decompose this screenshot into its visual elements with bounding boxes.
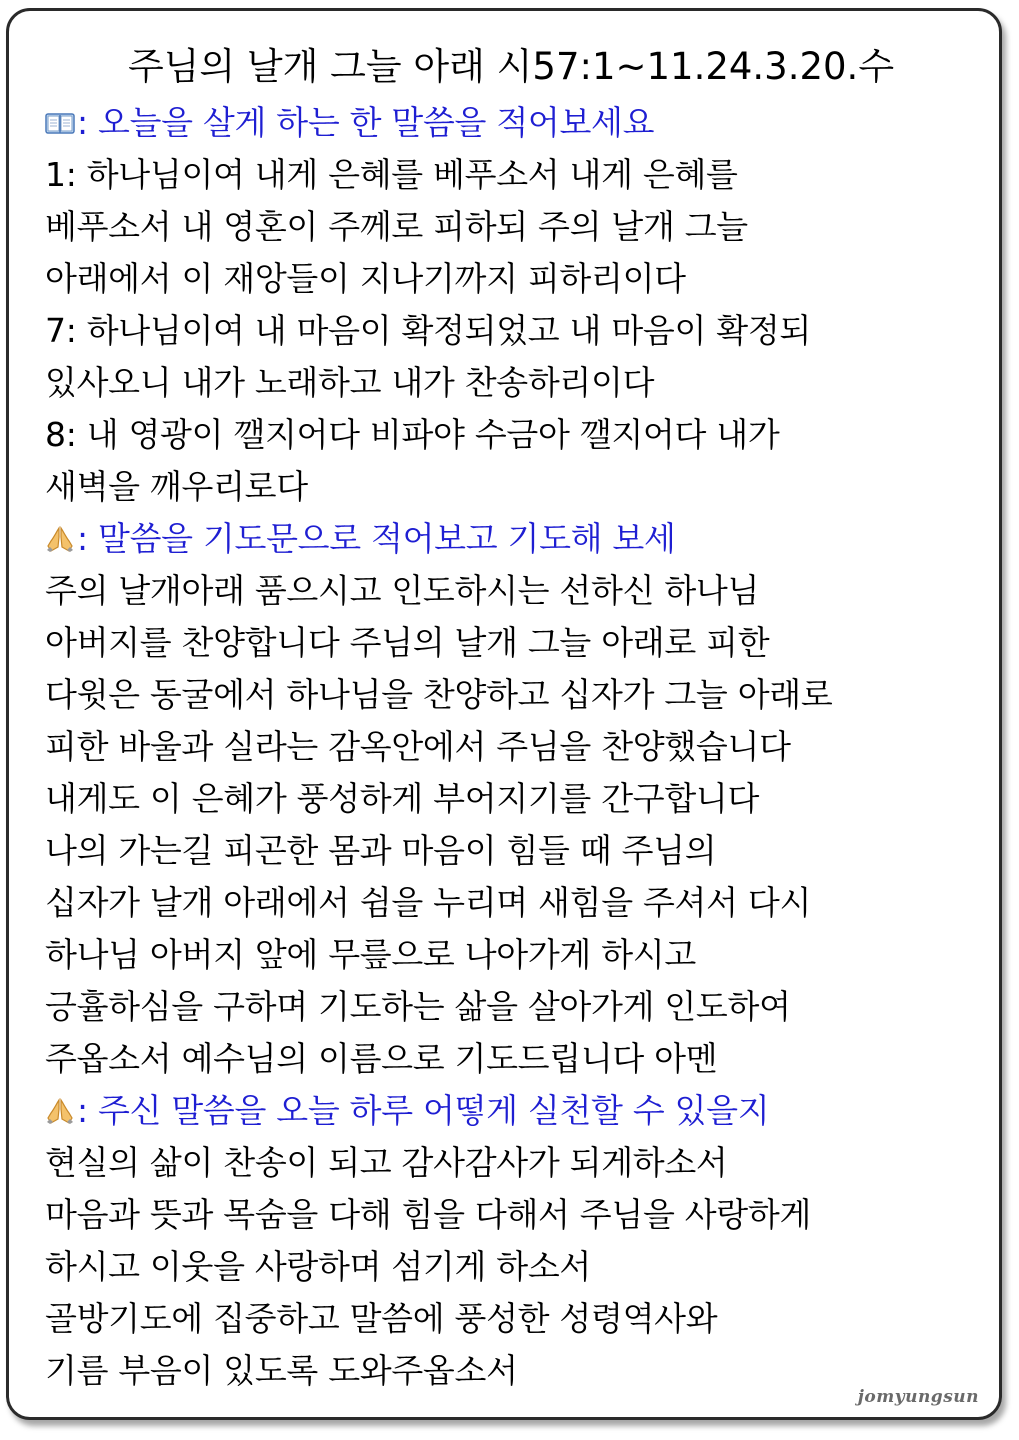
- section-heading-word: [45, 97, 985, 149]
- verse-line: 있사오니 내가 노래하고 내가 찬송하리이다: [45, 363, 655, 402]
- page-title: 주님의 날개 그늘 아래 시57:1~11.24.3.20.수: [127, 45, 895, 88]
- verse-line: 7: 하나님이여 내 마음이 확정되었고 내 마음이 확정되: [45, 311, 811, 350]
- author-watermark: jomyungsun: [857, 1387, 979, 1407]
- note-content: [45, 37, 985, 1397]
- prayer-line: 피한 바울과 실라는 감옥안에서 주님을 찬양했습니다: [45, 727, 791, 766]
- open-book-icon: [45, 109, 75, 137]
- note-card: [6, 8, 1002, 1420]
- prayer-line: 내게도 이 은혜가 풍성하게 부어지기를 간구합니다: [45, 779, 760, 818]
- practice-line: 마음과 뜻과 목숨을 다해 힘을 다해서 주님을 사랑하게: [45, 1195, 812, 1234]
- verse-line: 새벽을 깨우리로다: [45, 467, 308, 506]
- section-heading-text: : 오늘을 살게 하는 한 말씀을 적어보세요: [77, 103, 655, 142]
- verse-line: 1: 하나님이여 내게 은혜를 베푸소서 내게 은혜를: [45, 155, 738, 194]
- prayer-line: 십자가 날개 아래에서 쉼을 누리며 새힘을 주셔서 다시: [45, 883, 812, 922]
- verse-line: 8: 내 영광이 깰지어다 비파야 수금아 깰지어다 내가: [45, 415, 780, 454]
- practice-line: 기름 부음이 있도록 도와주옵소서: [45, 1351, 518, 1390]
- prayer-line: 나의 가는길 피곤한 몸과 마음이 힘들 때 주님의: [45, 831, 717, 870]
- verse-line: 아래에서 이 재앙들이 지나기까지 피하리이다: [45, 259, 686, 298]
- prayer-line: 주의 날개아래 품으시고 인도하시는 선하신 하나님: [45, 571, 760, 610]
- praying-hands-icon: [45, 1097, 75, 1125]
- verse-line: 베푸소서 내 영혼이 주께로 피하되 주의 날개 그늘: [45, 207, 748, 246]
- section-heading-text: : 주신 말씀을 오늘 하루 어떻게 실천할 수 있을지: [77, 1091, 770, 1130]
- section-heading-text: : 말씀을 기도문으로 적어보고 기도해 보세: [77, 519, 676, 558]
- prayer-line: 긍휼하심을 구하며 기도하는 삶을 살아가게 인도하여: [45, 987, 791, 1026]
- section-heading-prayer: [45, 513, 985, 565]
- practice-line: 하시고 이웃을 사랑하며 섬기게 하소서: [45, 1247, 592, 1286]
- prayer-line: 하나님 아버지 앞에 무릎으로 나아가게 하시고: [45, 935, 696, 974]
- practice-line: 골방기도에 집중하고 말씀에 풍성한 성령역사와: [45, 1299, 718, 1338]
- prayer-line: 주옵소서 예수님의 이름으로 기도드립니다 아멘: [45, 1039, 718, 1078]
- practice-line: 현실의 삶이 찬송이 되고 감사감사가 되게하소서: [45, 1143, 728, 1182]
- section-heading-practice: [45, 1085, 985, 1137]
- prayer-line: 다윗은 동굴에서 하나님을 찬양하고 십자가 그늘 아래로: [45, 675, 833, 714]
- prayer-line: 아버지를 찬양합니다 주님의 날개 그늘 아래로 피한: [45, 623, 770, 662]
- praying-hands-icon: [45, 525, 75, 553]
